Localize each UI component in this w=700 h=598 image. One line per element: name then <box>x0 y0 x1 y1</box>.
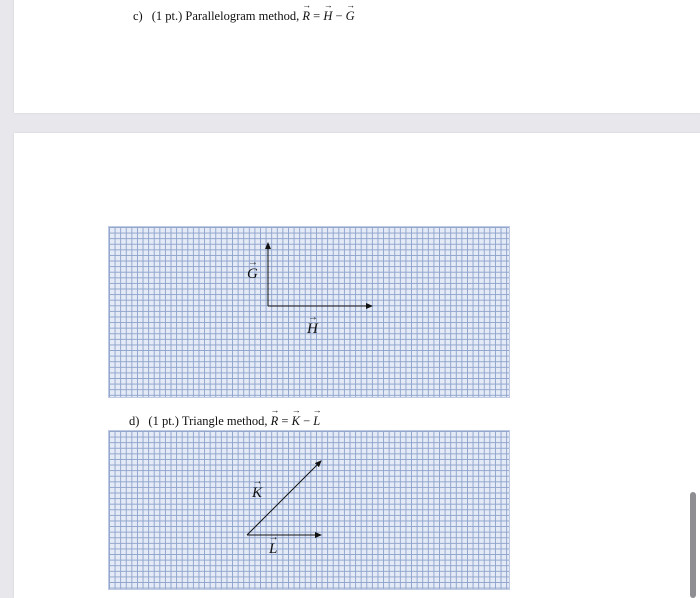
equation-d-minus: − <box>303 414 311 428</box>
question-d-description: (1 pt.) Triangle method, <box>148 414 268 428</box>
equation-d-second: → L <box>313 414 320 429</box>
scrollbar-thumb[interactable] <box>690 492 696 598</box>
page-bottom <box>14 133 700 598</box>
equation-d-result: → R <box>271 414 279 429</box>
equation-d-equals: = <box>281 414 289 428</box>
vector-k-label: → K <box>252 486 262 501</box>
equation-c-first: → H <box>323 9 332 24</box>
question-d-text <box>129 414 320 429</box>
vector-h-label: → H <box>307 322 318 337</box>
equation-c-second: → G <box>346 9 355 24</box>
equation-d-first: → K <box>292 414 300 429</box>
page-top <box>14 0 700 113</box>
vector-diagram-d <box>109 431 509 589</box>
equation-c-minus: − <box>335 9 343 23</box>
graph-paper-c <box>108 226 510 398</box>
equation-c-result: → R <box>302 9 310 24</box>
vector-g-label: → G <box>247 267 258 282</box>
graph-paper-d <box>108 430 510 590</box>
equation-c-equals: = <box>313 9 321 23</box>
question-d-label: d) <box>129 414 140 428</box>
question-c-text <box>133 9 355 24</box>
vector-l-label: → L <box>269 542 277 557</box>
question-c-label: c) <box>133 9 143 23</box>
question-c-description: (1 pt.) Parallelogram method, <box>151 9 300 23</box>
